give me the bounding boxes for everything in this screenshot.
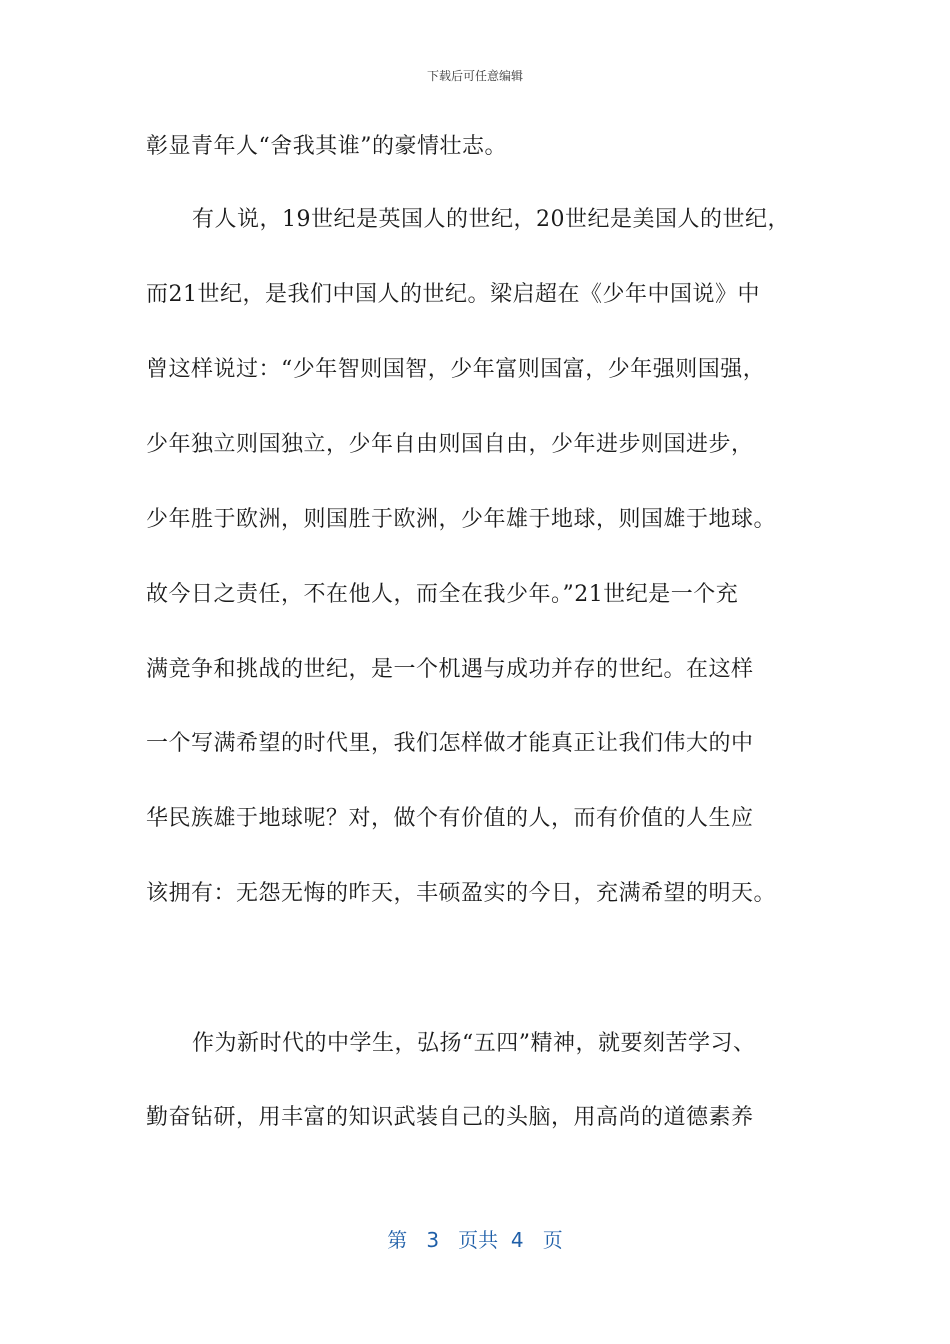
current-page-number: 3 (426, 1228, 440, 1252)
body-line: 少年独立则国独立，少年自由则国自由，少年进步则国进步， (146, 432, 754, 457)
body-line: 华民族雄于地球呢？对，做个有价值的人，而有价值的人生应 (146, 806, 754, 831)
body-line: 该拥有：无怨无悔的昨天，丰硕盈实的今日，充满希望的明天。 (146, 881, 777, 906)
body-line: 而21世纪，是我们中国人的世纪。梁启超在《少年中国说》中 (146, 282, 760, 307)
body-line: 故今日之责任，不在他人，而全在我少年。”21世纪是一个充 (146, 582, 739, 607)
header-note: 下载后可任意编辑 (426, 69, 523, 83)
footer-suffix: 页 (542, 1228, 563, 1252)
footer-prefix: 第 (387, 1228, 408, 1252)
body-line: 有人说，19世纪是英国人的世纪，20世纪是美国人的世纪， (192, 207, 790, 232)
body-line: 作为新时代的中学生，弘扬“五四”精神，就要刻苦学习、 (192, 1031, 756, 1056)
body-line: 曾这样说过：“少年智则国智，少年富则国富，少年强则国强， (146, 357, 766, 382)
body-line: 满竞争和挑战的世纪，是一个机遇与成功并存的世纪。在这样 (146, 657, 754, 682)
body-line: 少年胜于欧洲，则国胜于欧洲，少年雄于地球，则国雄于地球。 (146, 507, 777, 532)
body-line: 勤奋钻研，用丰富的知识武装自己的头脑，用高尚的道德素养 (146, 1105, 754, 1130)
total-pages-number: 4 (510, 1228, 524, 1252)
body-line: 一个写满希望的时代里，我们怎样做才能真正让我们伟大的中 (146, 731, 754, 756)
footer-middle: 页共 (458, 1228, 499, 1252)
body-line: 彰显青年人“舍我其谁”的豪情壮志。 (146, 134, 507, 159)
page-footer (0, 1224, 950, 1253)
